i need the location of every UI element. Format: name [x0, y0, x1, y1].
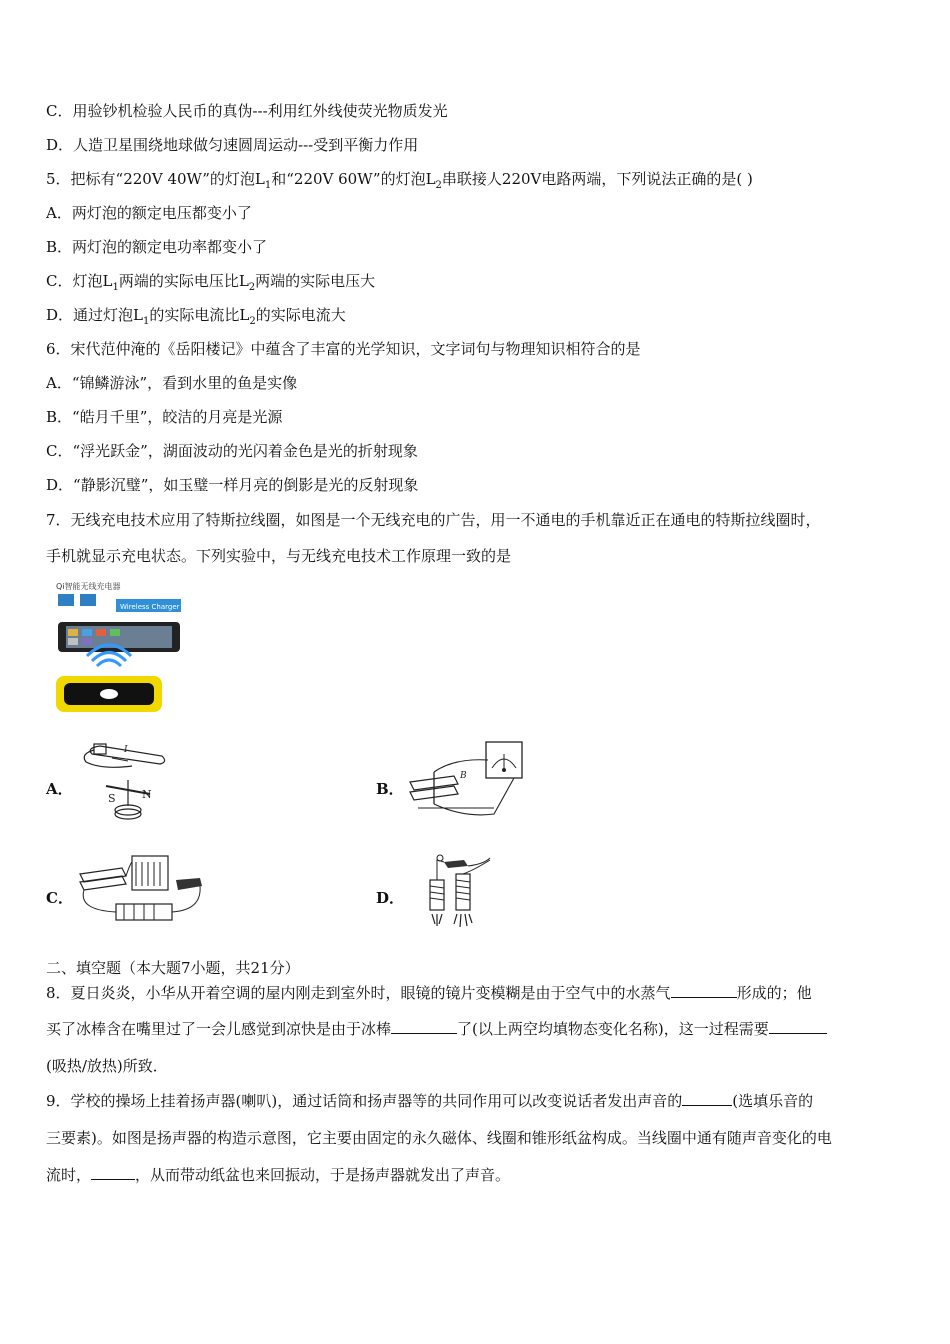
q9-line3: 流时， ，从而带动纸盆也来回振动，于是扬声器就发出了声音。: [46, 1166, 511, 1184]
q9-line1: 9．学校的操场上挂着扬声器(喇叭)，通过话筒和扬声器等的共同作用可以改变说话者发出声音的 (选填乐音的: [46, 1092, 814, 1110]
q5-option-b: B．两灯泡的额定电功率都变小了: [46, 238, 268, 256]
ad-title: Qi智能无线充电器: [56, 582, 121, 591]
q5-stem: 5．把标有“220V 40W”的灯泡$L_1$和“220V 60W”的灯泡$L_2$串联接人220V电路两端，下列说法正确的是( ): [46, 170, 753, 191]
coil-icon: [430, 880, 444, 910]
electromagnetic-induction-figure: [404, 738, 529, 822]
q6-option-d: D．“静影沉璧”，如玉璧一样月亮的倒影是光的反射现象: [46, 476, 419, 494]
wireless-charger-ad-figure: [52, 578, 187, 718]
wireless-charger-illustration: [52, 578, 187, 718]
q5-option-c: C．灯泡$L_1$两端的实际电压比$L_2$两端的实际电压大: [46, 272, 376, 293]
switch-icon: [444, 860, 468, 868]
wifi-signal-icon: [97, 660, 121, 666]
q7-stem-line2: 手机就显示充电状态。下列实验中，与无线充电技术工作原理一致的是: [46, 547, 512, 565]
ad-thumb-icon: [58, 594, 74, 606]
q5-option-d: D．通过灯泡$L_1$的实际电流比$L_2$的实际电流大: [46, 306, 346, 327]
q8-line3: (吸热/放热)所致．: [46, 1057, 168, 1075]
current-label: I: [124, 745, 128, 755]
answer-blank[interactable]: [391, 1019, 457, 1034]
field-label: B: [460, 771, 467, 781]
q6-stem: 6．宋代范仲淹的《岳阳楼记》中蕴含了丰富的光学知识，文字词句与物理知识相符合的是: [46, 340, 641, 358]
q7-figure-a: [72, 740, 172, 822]
section-heading: 二、填空题（本大题7小题，共21分）: [46, 959, 300, 977]
q4-option-c: C．用验钞机检验人民币的真伪---利用红外线使荧光物质发光: [46, 102, 448, 120]
q6-option-b: B．“皓月千里”，皎洁的月亮是光源: [46, 408, 283, 426]
north-pole-label: N: [142, 788, 152, 801]
q7-figure-c: [72, 850, 212, 930]
ad-banner-text: Wireless Charger: [120, 603, 180, 611]
ad-thumb-icon: [80, 594, 96, 606]
oersted-experiment-figure: [72, 740, 172, 822]
q5-option-a: A．两灯泡的额定电压都变小了: [46, 204, 252, 222]
motor-principle-figure: [72, 850, 212, 930]
south-pole-label: S: [108, 792, 116, 805]
q6-option-a: A．“锦鳞游泳”，看到水里的鱼是实像: [46, 374, 298, 392]
q7-option-b-label: B．: [376, 780, 404, 798]
answer-blank[interactable]: [671, 983, 737, 998]
q4-option-d: D．人造卫星围绕地球做匀速圆周运动---受到平衡力作用: [46, 136, 419, 154]
q8-line1: 8．夏日炎炎，小华从开着空调的屋内刚走到室外时，眼镜的镜片变模糊是由于空气中的水蒸气 形成的；他: [46, 984, 812, 1002]
answer-blank[interactable]: [769, 1019, 827, 1034]
q7-option-c-label: C．: [46, 889, 73, 907]
pins-icon: [432, 914, 442, 926]
q7-option-d-label: D．: [376, 889, 405, 907]
electromagnet-figure: [404, 852, 504, 932]
switch-icon: [176, 878, 202, 890]
q7-stem-line1: 7．无线充电技术应用了特斯拉线圈，如图是一个无线充电的广告，用一不通电的手机靠近正在通电的特斯拉线圈时，: [46, 511, 821, 529]
rheostat-icon: [132, 856, 168, 890]
answer-blank[interactable]: [91, 1165, 135, 1180]
q6-option-c: C．“浮光跃金”，湖面波动的光闪着金色是光的折射现象: [46, 442, 418, 460]
answer-blank[interactable]: [682, 1091, 732, 1106]
q9-line2: 三要素)。如图是扬声器的构造示意图，它主要由固定的永久磁体、线圈和锥形纸盆构成。当线圈中通有随声音变化的电: [46, 1129, 832, 1147]
q8-line2: 买了冰棒含在嘴里过了一会儿感觉到凉快是由于冰棒 了(以上两空均填物态变化名称)，这一过程需要: [46, 1019, 827, 1039]
q7-figure-b: [404, 738, 529, 822]
q7-option-a-label: A．: [46, 780, 73, 798]
q7-figure-d: [404, 852, 504, 932]
